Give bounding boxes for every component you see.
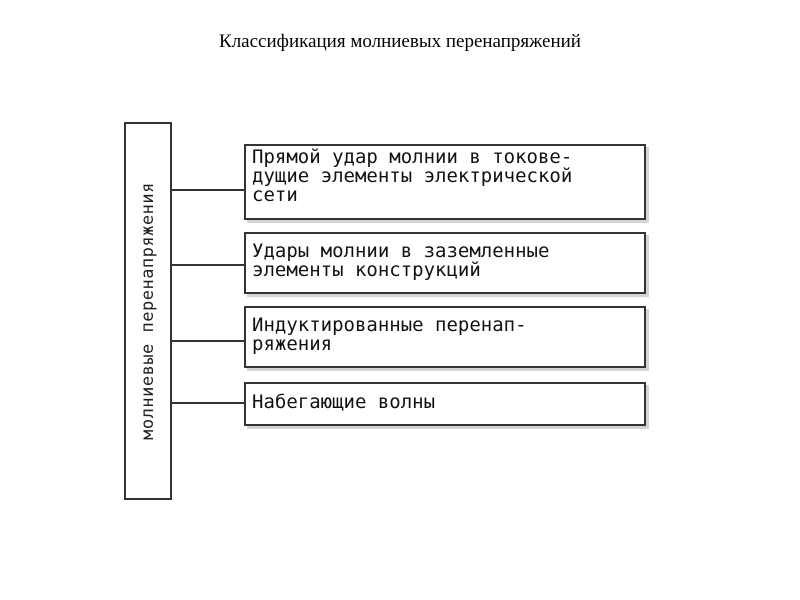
category-text-line: элементы конструкций (252, 259, 481, 281)
root-category-label: молниевые перенапряжения (138, 182, 158, 440)
category-box-grounded-strikes (244, 232, 646, 294)
category-text-line: дущие элементы электрической (252, 165, 573, 187)
classification-diagram (118, 116, 668, 510)
category-text-line: Удары молнии в заземленные (252, 240, 550, 262)
category-box-traveling-waves (244, 382, 646, 426)
connector-line-3 (172, 340, 244, 342)
slide-title: Классификация молниевых перенапряжений (219, 31, 581, 52)
category-text-line: Индуктированные перенап- (252, 314, 527, 336)
category-text-line: Набегающие волны (252, 391, 436, 413)
root-category-box (124, 122, 172, 500)
connector-line-2 (172, 264, 244, 266)
category-text-line: сети (252, 184, 298, 206)
connector-line-1 (172, 189, 244, 191)
category-text-line: ряжения (252, 333, 333, 355)
category-box-direct-strike (244, 144, 646, 220)
connector-line-4 (172, 402, 244, 404)
category-box-induced (244, 306, 646, 368)
category-text-line: Прямой удар молнии в токове- (252, 146, 573, 168)
